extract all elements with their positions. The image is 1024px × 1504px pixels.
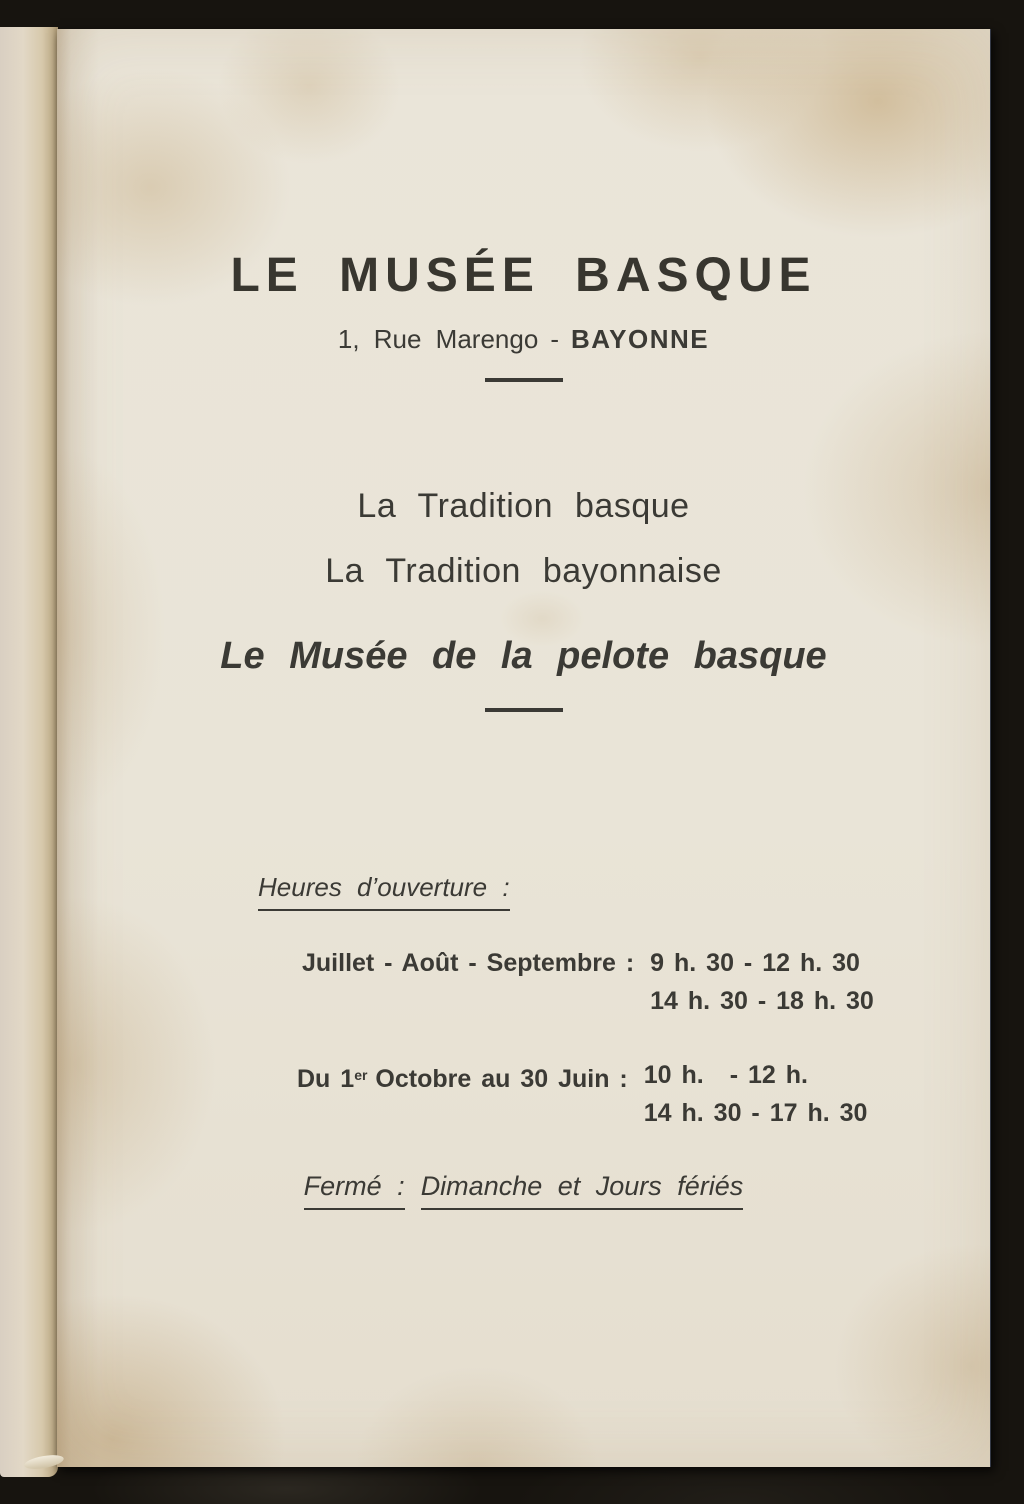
hours-summer-times [650,944,874,1020]
booklet-page [57,29,991,1467]
hours-summer-afternoon: 14 h. 30 - 18 h. 30 [650,987,874,1015]
address-city: BAYONNE [570,324,710,354]
pelote-museum-line: Le Musée de la pelote basque [220,635,827,677]
hours-winter-morning-end: - 12 h. [729,1061,808,1089]
opening-hours-heading [258,872,510,903]
address-street: 1, Rue Marengo [337,324,539,354]
hours-summer-morning: 9 h. 30 - 12 h. 30 [650,949,860,977]
tradition-line-basque: La Tradition basque [357,487,690,525]
hours-row-winter [297,1056,867,1132]
hours-row-summer [302,944,874,1020]
closed-label: Fermé : [304,1171,405,1210]
page-title: LE MUSÉE BASQUE [230,249,817,302]
hours-winter-label-suffix: Octobre au 30 Juin : [375,1065,628,1093]
hours-winter-label [297,1056,628,1098]
divider-rule-middle [485,708,563,712]
opening-hours-heading-text: Heures d’ouverture : [258,872,510,911]
address-line [57,324,990,355]
hours-winter-label-ordinal: er [354,1067,368,1083]
divider-rule-top [485,378,563,382]
hours-winter-label-prefix: Du 1 [297,1065,355,1093]
hours-summer-label: Juillet - Août - Septembre : [302,949,635,977]
address-separator: - [550,324,559,354]
hours-winter-morning [644,1056,868,1094]
hours-winter-times [644,1056,868,1132]
hours-winter-morning-start: 10 h. [643,1061,704,1089]
closed-days: Dimanche et Jours fériés [421,1171,744,1210]
closed-notice [57,1171,990,1202]
hours-winter-afternoon: 14 h. 30 - 17 h. 30 [643,1099,868,1127]
tradition-line-bayonnaise: La Tradition bayonnaise [325,552,722,590]
underlying-page-edge [0,27,58,1477]
